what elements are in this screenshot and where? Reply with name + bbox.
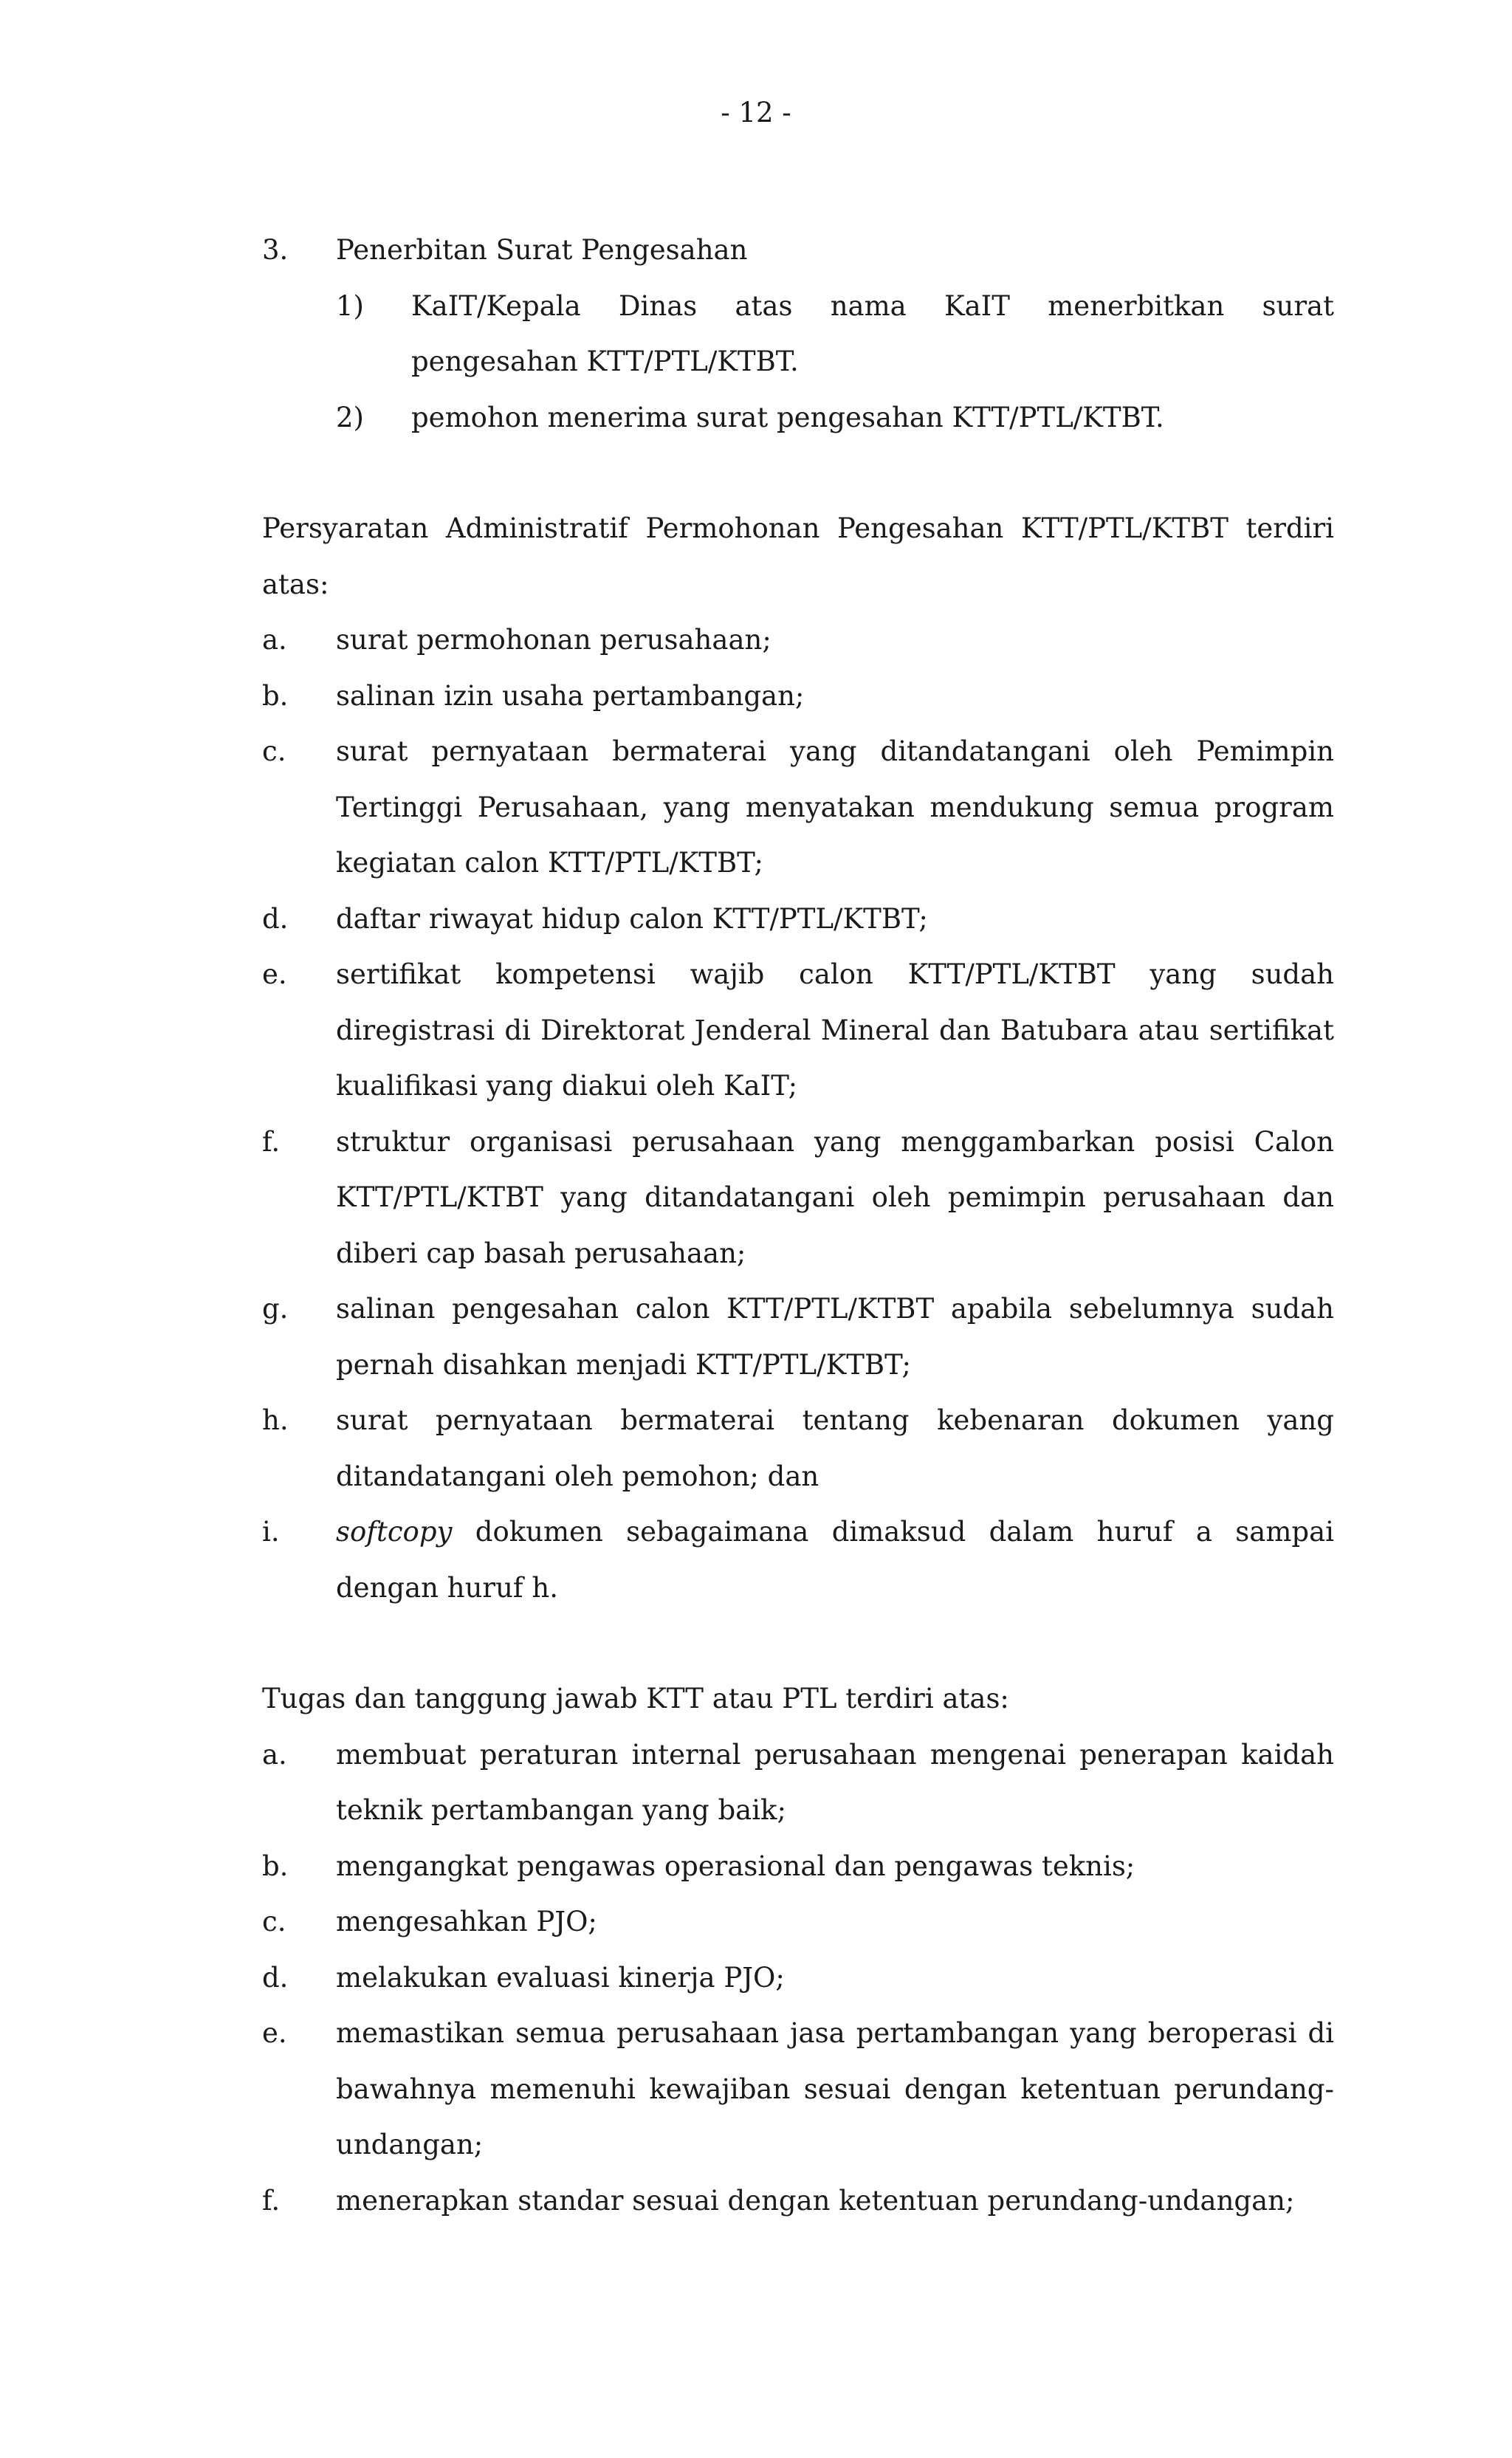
list-marker: 2): [336, 401, 364, 433]
list-marker: h.: [262, 1404, 289, 1436]
list-item: [262, 612, 1334, 668]
list-text: mengangkat pengawas operasional dan pengawas teknis;: [336, 1850, 1135, 1882]
list-text: memastikan semua perusahaan jasa pertambangan yang beroperasi di bawahnya memenuhi kewajiban sesuai dengan ketentuan perundang-undangan;: [336, 2017, 1334, 2160]
list-marker: b.: [262, 679, 289, 712]
list-marker: g.: [262, 1293, 289, 1325]
list-item: [262, 1281, 1334, 1393]
paragraph-intro: Tugas dan tanggung jawab KTT atau PTL terdiri atas:: [262, 1683, 1009, 1714]
list-item: [262, 1393, 1334, 1504]
list-item: [262, 390, 1334, 446]
list-item: [262, 668, 1334, 724]
list-text-rest: dokumen sebagaimana dimaksud dalam huruf a sampai dengan huruf h.: [336, 1516, 1334, 1604]
list-marker: c.: [262, 1906, 286, 1937]
list-text: melakukan evaluasi kinerja PJO;: [336, 1961, 785, 1994]
list-text: KaIT/Kepala Dinas atas nama KaIT menerbitkan surat pengesahan KTT/PTL/KTBT.: [411, 289, 1334, 377]
list-marker: e.: [262, 2017, 287, 2049]
list-item: [262, 1894, 1334, 1950]
list-text: pemohon menerima surat pengesahan KTT/PTL/KTBT.: [411, 401, 1164, 433]
list-marker: 1): [336, 289, 364, 322]
list-marker: b.: [262, 1850, 289, 1882]
list-item: [262, 2173, 1334, 2229]
list-item: [262, 1727, 1334, 1839]
list-item: [262, 947, 1334, 1114]
list-text: mengesahkan PJO;: [336, 1906, 597, 1937]
section-heading-row: [262, 222, 1334, 278]
list-text: surat permohonan perusahaan;: [336, 624, 772, 656]
list-item: [262, 891, 1334, 947]
list-item: [262, 278, 1334, 390]
italic-term: softcopy: [336, 1516, 453, 1548]
list-marker: a.: [262, 1738, 287, 1771]
list-item: [262, 2005, 1334, 2173]
list-marker: a.: [262, 624, 287, 656]
list-text: salinan izin usaha pertambangan;: [336, 679, 805, 712]
list-marker: i.: [262, 1516, 280, 1548]
list-item: [262, 1950, 1334, 2006]
page-number: - 12 -: [721, 97, 791, 128]
list-item: [262, 1504, 1334, 1616]
list-item: [262, 1114, 1334, 1282]
list-text: salinan pengesahan calon KTT/PTL/KTBT apabila sebelumnya sudah pernah disahkan menjadi KTT/PTL/KTBT;: [336, 1293, 1334, 1381]
list-text: daftar riwayat hidup calon KTT/PTL/KTBT;: [336, 902, 928, 935]
list-text: menerapkan standar sesuai dengan ketentuan perundang-undangan;: [336, 2184, 1295, 2217]
section-number: 3.: [262, 234, 289, 266]
list-marker: c.: [262, 735, 286, 767]
list-marker: d.: [262, 1961, 289, 1994]
list-marker: e.: [262, 958, 287, 990]
list-text: [336, 1504, 1334, 1616]
list-marker: d.: [262, 902, 289, 935]
list-text: sertifikat kompetensi wajib calon KTT/PTL/KTBT yang sudah diregistrasi di Direktorat Jenderal Mineral dan Batubara atau sertifikat kualifikasi yang diakui oleh KaIT;: [336, 958, 1334, 1102]
section-surat-pengesahan: [262, 222, 1334, 445]
section-tugas-tanggung-jawab: [262, 1671, 1334, 2228]
list-text: surat pernyataan bermaterai tentang kebenaran dokumen yang ditandatangani oleh pemohon; dan: [336, 1404, 1334, 1492]
list-text: membuat peraturan internal perusahaan mengenai penerapan kaidah teknik pertambangan yang baik;: [336, 1738, 1334, 1826]
paragraph-intro: Persyaratan Administratif Permohonan Pengesahan KTT/PTL/KTBT terdiri atas:: [262, 512, 1334, 600]
list-marker: f.: [262, 1125, 281, 1158]
list-item: [262, 724, 1334, 891]
list-item: [262, 1839, 1334, 1895]
list-text: surat pernyataan bermaterai yang ditandatangani oleh Pemimpin Tertinggi Perusahaan, yang menyatakan mendukung semua program kegiatan calon KTT/PTL/KTBT;: [336, 735, 1334, 879]
list-marker: f.: [262, 2184, 281, 2217]
section-heading: Penerbitan Surat Pengesahan: [336, 234, 748, 266]
list-text: struktur organisasi perusahaan yang menggambarkan posisi Calon KTT/PTL/KTBT yang ditandatangani oleh pemimpin perusahaan dan diberi cap basah perusahaan;: [336, 1125, 1334, 1269]
section-persyaratan: [262, 501, 1334, 1616]
